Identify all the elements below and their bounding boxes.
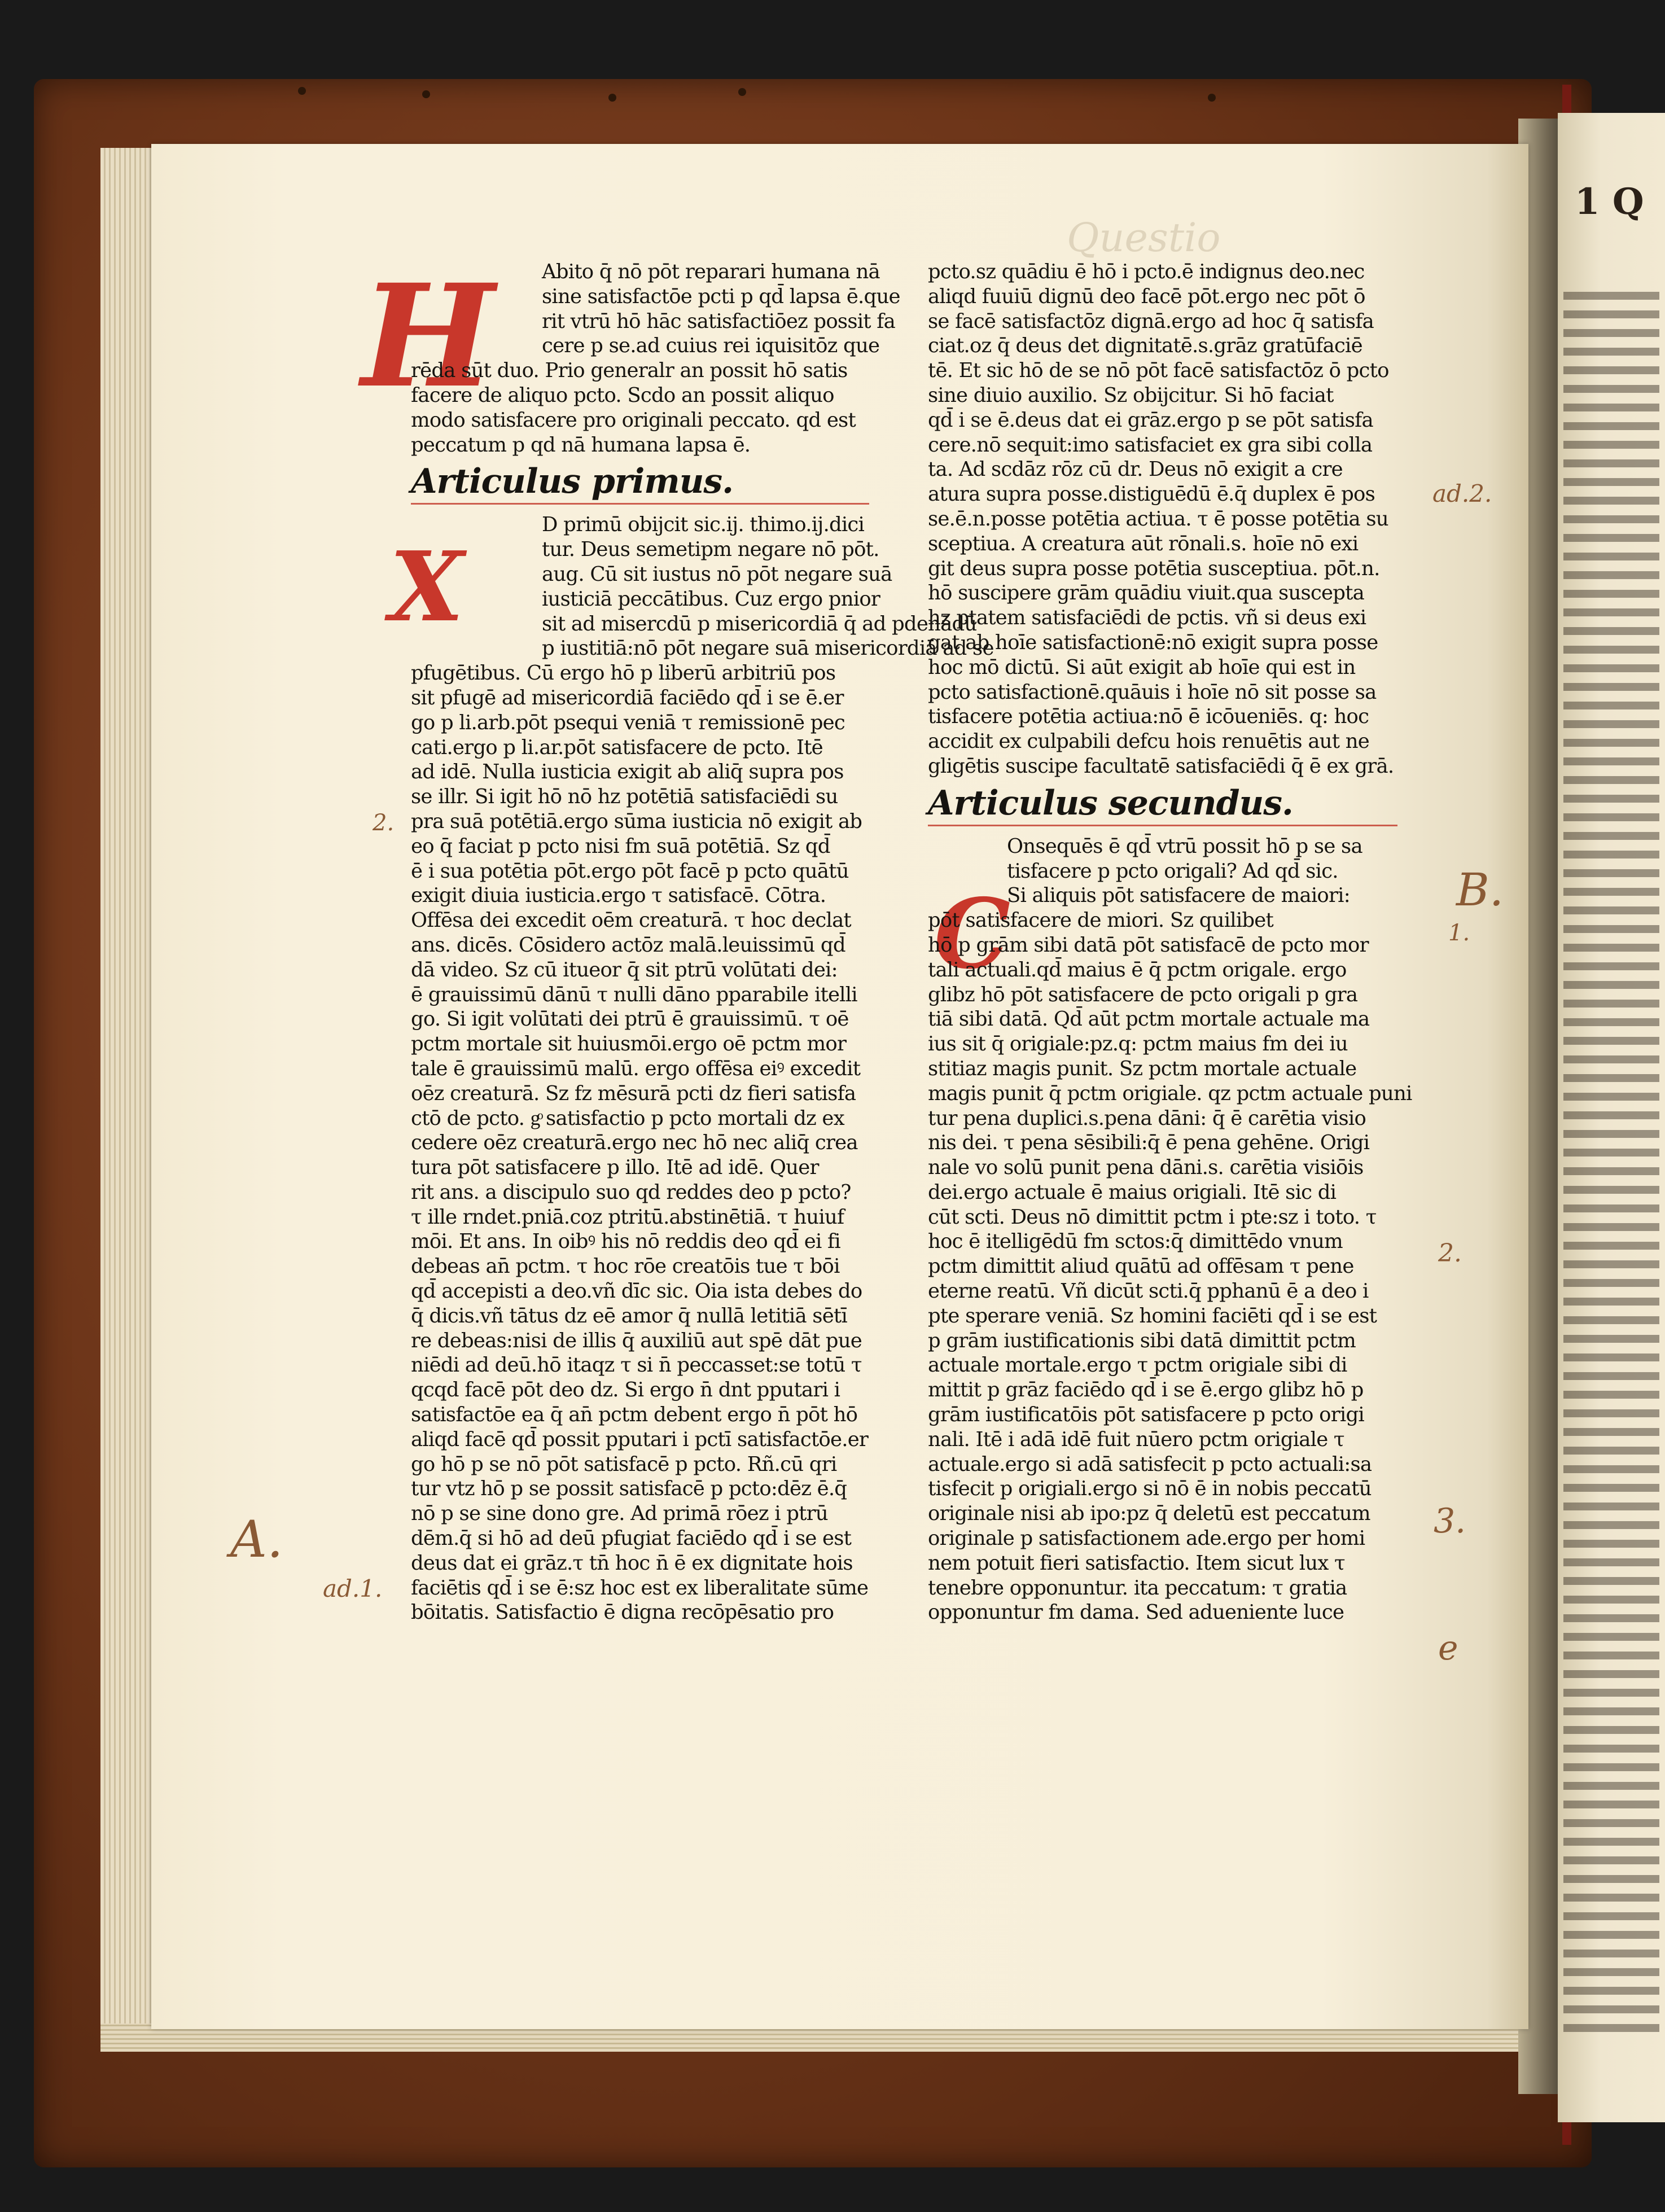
- initial-c: C: [934, 878, 1011, 991]
- text-line: tura pōt satisfacere p illo. Itē ad idē. Quer: [411, 1156, 819, 1180]
- text-line: tali actuali.qd̄ maius ē q̄ pctm origale. ergo: [928, 958, 1347, 982]
- marginal-note: ad.2.: [1432, 480, 1492, 507]
- text-line: tiā sibi datā. Qd̄ aūt pctm mortale actuale ma: [928, 1008, 1370, 1031]
- text-line: tisfacere p pcto origali? Ad qd̄ sic.: [1007, 859, 1338, 883]
- marginal-note: B.: [1456, 864, 1504, 916]
- text-line: pctm mortale sit huiusmōi.ergo oē pctm mor: [411, 1032, 847, 1056]
- text-line: bōitatis. Satisfactio ē digna recōpēsatio pro: [411, 1601, 834, 1624]
- text-line: gligētis suscipe facultatē satisfaciēdi q̄ ē ex grā.: [928, 754, 1394, 778]
- text-line: p iustitiā:nō pōt negare suā misericordiā ad se: [542, 637, 994, 660]
- text-line: mōi. Et ans. In oibꝰ his nō reddis deo qd̄ ei fi: [411, 1230, 840, 1254]
- text-line: cere p se.ad cuius rei iquisitōz que: [542, 334, 880, 358]
- text-line: Abito q̄ nō pōt reparari humana nā: [542, 260, 880, 283]
- text-line: ius sit q̄ origiale:pz.q: pctm maius fm dei iu: [928, 1032, 1348, 1056]
- facing-page-text-lines: [1563, 282, 1659, 2032]
- articulus-secundus-body: [928, 834, 1420, 1626]
- text-line: qcqd facē pōt deo dz. Si ergo n̄ dnt pputari i: [411, 1378, 840, 1402]
- heading-text: Articulus secundus.: [928, 783, 1293, 823]
- text-line: pōt satisfacere de miori. Sz quilibet: [928, 909, 1273, 932]
- heading-flourish: [411, 503, 869, 505]
- heading-articulus-primus: [411, 457, 892, 513]
- text-line: rit ans. a discipulo suo qd reddes deo p pcto?: [411, 1180, 851, 1204]
- show-through-header: Questio: [1067, 214, 1221, 261]
- articulus-primus-body: [411, 513, 994, 1625]
- heading-flourish: [928, 825, 1397, 826]
- text-line: actuale mortale.ergo τ pctm origiale sibi di: [928, 1354, 1347, 1377]
- nail-hole: [422, 90, 430, 98]
- text-line: aliqd fuuiū dignū deo facē pōt.ergo nec pōt ō: [928, 284, 1365, 308]
- heading-articulus-secundus: [928, 779, 1420, 834]
- text-line: tisfacere potētia actiua:nō ē icōueniēs. q: hoc: [928, 705, 1369, 729]
- text-line: τ ille rndet.pniā.coz ptritū.abstinētiā. τ huiuf: [411, 1205, 844, 1229]
- text-line: grām iustificatōis pōt satisfacere p pcto origi: [928, 1403, 1364, 1427]
- text-line: D primū obijcit sic.ij. thimo.ij.dici: [542, 513, 865, 537]
- text-line: magis punit q̄ pctm origiale. qz pctm actuale puni: [928, 1081, 1412, 1105]
- text-line: sit pfugē ad misericordiā faciēdo qd̄ i se ē.er: [411, 686, 844, 709]
- marginal-note: A.: [230, 1510, 283, 1569]
- text-line: opponuntur fm dama. Sed adueniente luce: [928, 1601, 1344, 1624]
- text-line: pfugētibus. Cū ergo hō p liberū arbitriū pos: [411, 662, 836, 685]
- text-line: re debeas:nisi de illis q̄ auxiliū aut spē dāt pue: [411, 1329, 862, 1352]
- text-line: sine satisfactōe pcti p qd̄ lapsa ē.que: [542, 284, 900, 308]
- text-line: rēda sūt duo. Prio generalr an possit hō satis: [411, 359, 848, 383]
- text-line: git deus supra posse potētia susceptiua. pōt.n.: [928, 557, 1380, 580]
- text-line: tenebre opponuntur. ita peccatum: τ gratia: [928, 1576, 1347, 1600]
- articulus-primus-continuation: [928, 260, 1420, 779]
- text-line: stitiaz magis punit. Sz pctm mortale actuale: [928, 1057, 1357, 1080]
- text-line: satisfactōe ea q̄ an̄ pctm debent ergo n̄ pōt hō: [411, 1403, 858, 1427]
- text-line: dā video. Sz cū itueor q̄ sit ptrū volūtati dei:: [411, 958, 838, 982]
- text-line: modo satisfacere pro originali peccato. qd est: [411, 408, 856, 432]
- text-line: debeas an̄ pctm. τ hoc rōe creatōis tue τ bōi: [411, 1255, 840, 1278]
- text-line: tur pena duplici.s.pena dāni: q̄ ē carētia visio: [928, 1106, 1366, 1130]
- text-line: se.ē.n.posse potētia actiua. τ ē posse potētia su: [928, 507, 1388, 531]
- initial-x: X: [389, 531, 464, 643]
- marginal-note: 3.: [1434, 1501, 1466, 1541]
- text-line: ē grauissimū dānū τ nulli dāno pparabile itelli: [411, 983, 857, 1006]
- initial-h: H: [361, 253, 495, 419]
- text-line: nale vo solū punit pena dāni.s. carētia visiōis: [928, 1156, 1364, 1180]
- opening-paragraph: [411, 260, 900, 457]
- nail-hole: [1208, 94, 1216, 102]
- text-line: nem potuit fieri satisfactio. Item sicut lux τ: [928, 1551, 1345, 1575]
- text-line: pctm dimittit aliud quātū ad offēsam τ pene: [928, 1255, 1354, 1278]
- text-line: cūt scti. Deus nō dimittit pctm i pte:sz i toto. τ: [928, 1205, 1377, 1229]
- text-line: hoc mō dictū. Si aūt exigit ab hoīe qui est in: [928, 655, 1356, 679]
- text-line: ctō de pcto. gͦ satisfactio p pcto mortali dz ex: [411, 1106, 844, 1130]
- text-line: peccatum p qd nā humana lapsa ē.: [411, 433, 751, 457]
- text-line: eo q̄ faciat p pcto nisi fm suā potētiā. Sz qd̄: [411, 834, 830, 858]
- text-line: glibz hō pōt satisfacere de pcto origali p gra: [928, 983, 1358, 1006]
- page-stack-edge: [100, 148, 151, 2050]
- text-line: eterne reatū. Vñ dicūt scti.q̄ pphanū ē a deo i: [928, 1280, 1369, 1303]
- text-line: hō p grām sibi datā pōt satisfacē de pcto mor: [928, 933, 1369, 957]
- text-line: tur vtz hō p se possit satisfacē p pcto:dēz ē.q̄: [411, 1477, 847, 1501]
- text-line: pcto satisfactionē.quāuis i hoīe nō sit posse sa: [928, 680, 1377, 704]
- marginal-note: 1.: [1448, 920, 1470, 946]
- text-line: pcto.sz quādiu ē hō i pcto.ē indignus deo.nec: [928, 260, 1365, 283]
- text-line: cedere oēz creaturā.ergo nec hō nec aliq̄ crea: [411, 1131, 858, 1155]
- text-line: go. Si igit volūtati dei ptrū ē grauissimū. τ oē: [411, 1008, 849, 1031]
- text-line: dēm.q̄ si hō ad deū pfugiat faciēdo qd̄ i se est: [411, 1527, 852, 1550]
- text-line: pte sperare veniā. Sz homini faciēti qd̄ i se est: [928, 1304, 1377, 1328]
- text-line: qd̄ i se ē.deus dat ei grāz.ergo p se pōt satisfa: [928, 408, 1373, 432]
- text-line: rit vtrū hō hāc satisfactiōez possit fa: [542, 309, 895, 333]
- text-line: aug. Cū sit iustus nō pōt negare suā: [542, 562, 892, 586]
- text-column-right: [928, 260, 1420, 1625]
- text-line: accidit ex culpabili defcu hois renuētis aut ne: [928, 730, 1369, 754]
- nail-hole: [298, 87, 306, 95]
- text-line: nali. Itē i adā idē fuit nūero pctm origiale τ: [928, 1427, 1344, 1451]
- text-line: originale nisi ab ipo:pz q̄ deletū est peccatum: [928, 1502, 1370, 1526]
- text-line: go hō p se nō pōt satisfacē p pcto. Rñ.cū qri: [411, 1452, 837, 1476]
- text-line: tale ē grauissimū malū. ergo offēsa eiꝰ excedit: [411, 1057, 861, 1080]
- heading-text: Articulus primus.: [411, 462, 734, 502]
- text-line: oēz creaturā. Sz fz mēsurā pcti dz fieri satisfa: [411, 1081, 856, 1105]
- text-line: tur. Deus semetipm negare nō pōt.: [542, 538, 879, 562]
- text-line: Offēsa dei excedit oēm creaturā. τ hoc declat: [411, 909, 851, 932]
- text-line: gat ab hoīe satisfactionē:nō exigit supra posse: [928, 630, 1378, 654]
- nail-hole: [608, 94, 616, 102]
- text-line: tisfecit p origiali.ergo si nō ē in nobis peccatū: [928, 1477, 1372, 1501]
- text-line: se facē satisfactōz dignā.ergo ad hoc q̄ satisfa: [928, 309, 1374, 333]
- text-line: nō p se sine dono gre. Ad primā rōez i ptrū: [411, 1502, 828, 1526]
- marginal-note: e: [1438, 1628, 1458, 1668]
- text-line: ta. Ad scdāz rōz cū dr. Deus nō exigit a cre: [928, 458, 1343, 481]
- marginal-note: ad.1.: [323, 1575, 383, 1602]
- text-line: dei.ergo actuale ē maius origiali. Itē sic di: [928, 1180, 1337, 1204]
- text-line: ad idē. Nulla iusticia exigit ab aliq̄ supra pos: [411, 760, 844, 784]
- text-line: faciētis qd̄ i se ē:sz hoc est ex liberalitate sūme: [411, 1576, 869, 1600]
- marginal-note: 2.: [1438, 1239, 1462, 1268]
- text-line: ē i sua potētia pōt.ergo pōt facē p pcto quātū: [411, 859, 849, 883]
- text-line: hō suscipere grām quādiu viuit.qua suscepta: [928, 581, 1365, 605]
- nail-hole: [738, 88, 746, 96]
- text-line: se illr. Si igit hō nō hz potētiā satisfaciēdi su: [411, 785, 838, 809]
- text-line: originale p satisfactionem ade.ergo per homi: [928, 1527, 1365, 1550]
- text-line: aliqd facē qd̄ possit pputari i pctī satisfactōe.er: [411, 1427, 869, 1451]
- text-line: sit ad misercdū p misericordiā q̄ ad pdenādū: [542, 612, 977, 636]
- text-line: hoc ē itelligēdū fm sctos:q̄ dimittēdo vnum: [928, 1230, 1343, 1254]
- text-line: qd̄ accepisti a deo.vñ dīc sic. Oia ista debes do: [411, 1280, 862, 1303]
- text-line: iusticiā peccātibus. Cuz ergo pnior: [542, 587, 880, 611]
- text-line: mittit p grāz faciēdo qd̄ i se ē.ergo glibz hō p: [928, 1378, 1364, 1402]
- text-line: pra suā potētiā.ergo sūma iusticia nō exigit ab: [411, 809, 862, 833]
- text-line: atura supra posse.distiguēdū ē.q̄ duplex ē pos: [928, 483, 1375, 506]
- text-line: p grām iustificationis sibi datā dimittit pctm: [928, 1329, 1356, 1352]
- text-line: sceptiua. A creatura aūt rōnali.s. hoīe nō exi: [928, 532, 1359, 555]
- text-line: ciat.oz q̄ deus det dignitatē.s.grāz gratūfaciē: [928, 334, 1362, 358]
- text-line: ans. dicēs. Cōsidero actōz malā.leuissimū qd̄: [411, 933, 845, 957]
- text-line: nis dei. τ pena sēsibili:q̄ ē pena gehēne. Origi: [928, 1131, 1370, 1155]
- facing-page-header: 1 Q: [1575, 181, 1644, 223]
- text-line: actuale.ergo si adā satisfecit p pcto actuali:sa: [928, 1452, 1372, 1476]
- text-line: deus dat ei grāz.τ tn̄ hoc n̄ ē ex dignitate hois: [411, 1551, 853, 1575]
- text-line: cati.ergo p li.ar.pōt satisfacere de pcto. Itē: [411, 735, 823, 759]
- text-line: exigit diuia iusticia.ergo τ satisfacē. Cōtra.: [411, 884, 826, 908]
- text-line: hz ptatem satisfaciēdi de pctis. vñ si deus exi: [928, 606, 1366, 630]
- marginal-note: 2.: [373, 810, 395, 836]
- text-line: Si aliquis pōt satisfacere de maiori:: [1007, 884, 1350, 908]
- text-line: Onsequēs ē qd̄ vtrū possit hō p se sa: [1007, 834, 1362, 858]
- text-line: tē. Et sic hō de se nō pōt facē satisfactōz ō pcto: [928, 359, 1389, 383]
- text-line: q̄ dicis.vñ tātus dz eē amor q̄ nullā letitiā sētī: [411, 1304, 847, 1328]
- text-line: facere de aliquo pcto. Scdo an possit aliquo: [411, 383, 834, 407]
- text-column-left: [411, 260, 994, 1625]
- facing-page-edge: [1558, 113, 1665, 2122]
- text-line: sine diuio auxilio. Sz obijcitur. Si hō faciat: [928, 383, 1334, 407]
- text-line: cere.nō sequit:imo satisfaciet ex gra sibi colla: [928, 433, 1373, 457]
- text-line: niēdi ad deū.hō itaqz τ si n̄ peccasset:se totū τ: [411, 1354, 862, 1377]
- text-line: go p li.arb.pōt psequi veniā τ remissionē pec: [411, 711, 845, 734]
